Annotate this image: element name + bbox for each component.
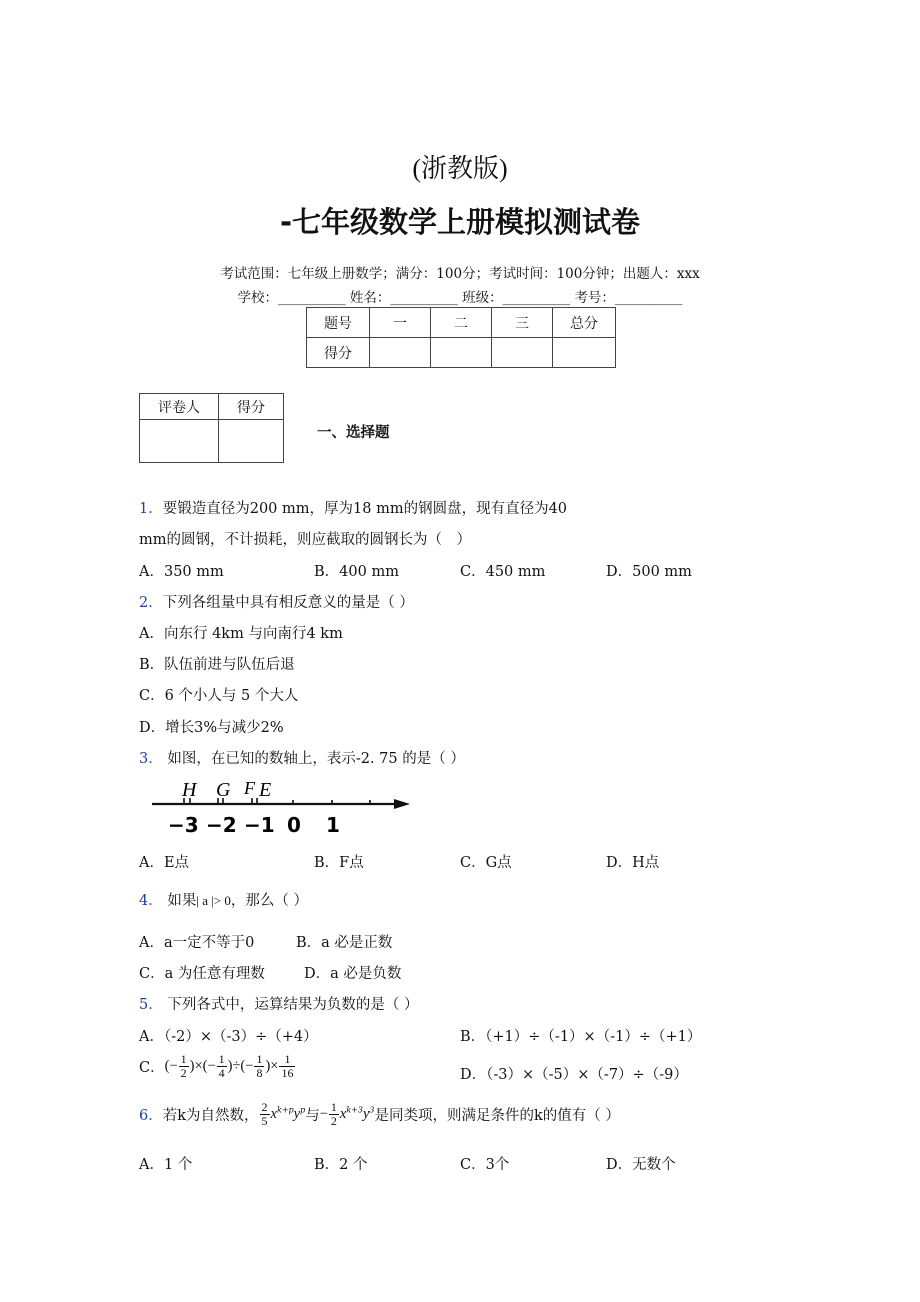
option-d: D．（-3）×（-5）×（-7）÷（-9） — [460, 1067, 688, 1083]
question-6 — [139, 1101, 620, 1128]
option-c: C．G点 — [460, 855, 512, 871]
point-label-e: E — [259, 779, 272, 801]
question-number: 4． — [139, 893, 163, 909]
option-c: C．6 个小人与 5 个大人 — [139, 688, 299, 704]
denominator: 2 — [180, 1066, 187, 1080]
grader-table — [139, 393, 284, 463]
variable: y — [293, 1106, 301, 1122]
option-c: C．450 mm — [460, 564, 546, 580]
option-c — [139, 1053, 296, 1080]
fraction — [179, 1053, 189, 1080]
question-stem: 下列各式中，运算结果为负数的是（ ） — [162, 997, 419, 1013]
question-stem: 如图，在已知的数轴上，表示-2. 75 的是（ ） — [162, 751, 465, 767]
grader-score-header: 得分 — [219, 394, 284, 420]
score-cell — [553, 338, 616, 368]
numerator: 1 — [218, 1052, 225, 1066]
question-stem: 如果 — [162, 893, 197, 909]
option-c: C．3个 — [460, 1157, 510, 1173]
section-title: 一、选择题 — [317, 425, 390, 441]
option-b: B．（+1）÷（-1）×（-1）÷（+1） — [460, 1029, 702, 1045]
variable: x — [270, 1106, 277, 1122]
question-2 — [139, 591, 414, 612]
exponent: k+3 — [346, 1105, 363, 1115]
option-b: B．2 个 — [314, 1157, 368, 1173]
variable: y — [362, 1106, 370, 1122]
expr-part: )÷(− — [227, 1058, 254, 1074]
option-d: D．无数个 — [606, 1157, 676, 1173]
option-b: B．F点 — [314, 855, 364, 871]
score-table-header-cell: 题号 — [307, 308, 370, 338]
expr-part: )×(− — [189, 1058, 216, 1074]
question-stem-mid: 与 — [305, 1108, 320, 1124]
school-field: 学校：__________ — [237, 290, 346, 306]
score-cell — [492, 338, 553, 368]
option-a: A．1 个 — [139, 1157, 193, 1173]
score-table-header-cell: 一 — [370, 308, 431, 338]
number-line-arrow — [394, 799, 410, 809]
tick-label: −1 — [244, 813, 275, 837]
numerator: 1 — [180, 1052, 187, 1066]
question-1-line2: mm的圆钢，不计损耗，则应截取的圆钢长为（ ） — [139, 532, 471, 548]
fraction — [254, 1053, 264, 1080]
page-title: -七年级数学上册模拟测试卷 — [279, 205, 641, 239]
option-label: C． — [139, 1060, 165, 1076]
score-table-header-cell: 二 — [431, 308, 492, 338]
question-stem: 若k为自然数， — [162, 1108, 259, 1124]
number-line-figure — [148, 776, 418, 838]
abs-expression: | a |> 0 — [196, 893, 231, 908]
option-a: A．E点 — [139, 855, 190, 871]
tick-label: −3 — [168, 813, 199, 837]
denominator: 2 — [330, 1114, 337, 1128]
denominator: 5 — [261, 1114, 268, 1128]
name-field: 姓名：__________ — [349, 290, 458, 306]
numerator: 1 — [279, 1053, 295, 1067]
score-table — [306, 307, 616, 368]
fraction — [279, 1053, 295, 1080]
numerator: 1 — [330, 1100, 337, 1114]
edition-label: (浙教版) — [412, 154, 508, 183]
question-1 — [139, 497, 567, 518]
tick-label: 1 — [326, 813, 340, 837]
point-label-f: F — [244, 778, 255, 798]
option-b: B．a 必是正数 — [296, 935, 393, 951]
minus-sign: − — [319, 1106, 328, 1122]
option-a: A．a一定不等于0 — [139, 935, 255, 951]
score-row-label: 得分 — [307, 338, 370, 368]
option-d: D．增长3%与减少2% — [139, 720, 284, 736]
score-cell — [370, 338, 431, 368]
question-5 — [139, 993, 418, 1014]
question-stem-end: 是同类项，则满足条件的k的值有（ ） — [374, 1108, 620, 1124]
grader-header: 评卷人 — [140, 394, 219, 420]
denominator: 16 — [281, 1066, 294, 1080]
question-number: 3． — [139, 751, 163, 767]
question-number: 5． — [139, 997, 163, 1013]
grader-cell — [140, 420, 219, 463]
numerator: 2 — [261, 1100, 268, 1114]
question-4 — [139, 889, 308, 910]
option-a: A．向东行 4km 与向南行4 km — [139, 626, 343, 642]
exam-info-line: 考试范围：七年级上册数学；满分：100分；考试时间：100分钟；出题人：xxx — [220, 266, 700, 282]
question-stem-end: ，那么（ ） — [230, 893, 309, 909]
question-number: 6． — [139, 1108, 163, 1124]
option-c: C．a 为任意有理数 — [139, 966, 265, 982]
option-d: D．H点 — [606, 855, 660, 871]
exponent: p — [300, 1105, 306, 1115]
option-b: B．400 mm — [314, 564, 399, 580]
tick-label: −2 — [206, 813, 237, 837]
question-3 — [139, 747, 465, 768]
score-table-header-cell: 三 — [492, 308, 553, 338]
fraction — [217, 1053, 227, 1080]
denominator: 8 — [256, 1066, 263, 1080]
numerator: 1 — [256, 1052, 263, 1066]
point-label-h: H — [182, 779, 197, 801]
tick-label: 0 — [287, 813, 301, 837]
score-table-header-cell: 总分 — [553, 308, 616, 338]
class-field: 班级：__________ — [462, 290, 571, 306]
question-stem: 下列各组量中具有相反意义的量是（ ） — [162, 595, 414, 611]
question-number: 1． — [139, 501, 163, 517]
student-fields — [0, 286, 920, 306]
denominator: 4 — [218, 1066, 225, 1080]
option-b: B．队伍前进与队伍后退 — [139, 657, 295, 673]
point-label-g: G — [216, 779, 231, 801]
option-a: A．350 mm — [139, 564, 224, 580]
question-number: 2． — [139, 595, 163, 611]
fraction — [260, 1101, 270, 1128]
question-stem: 要锻造直径为200 mm，厚为18 mm的钢圆盘，现有直径为40 — [162, 501, 568, 517]
expr-part: )× — [265, 1058, 279, 1074]
option-d: D．500 mm — [606, 564, 692, 580]
option-a: A．（-2）×（-3）÷（+4） — [139, 1029, 318, 1045]
score-cell — [431, 338, 492, 368]
variable: x — [339, 1106, 347, 1122]
expr-part: (− — [164, 1058, 178, 1074]
exponent: 3 — [369, 1105, 375, 1115]
exam-number-field: 考号：__________ — [574, 290, 683, 306]
grader-score-cell — [219, 420, 284, 463]
exponent: k+p — [276, 1105, 294, 1115]
fraction — [329, 1101, 339, 1128]
option-d: D．a 必是负数 — [304, 966, 402, 982]
